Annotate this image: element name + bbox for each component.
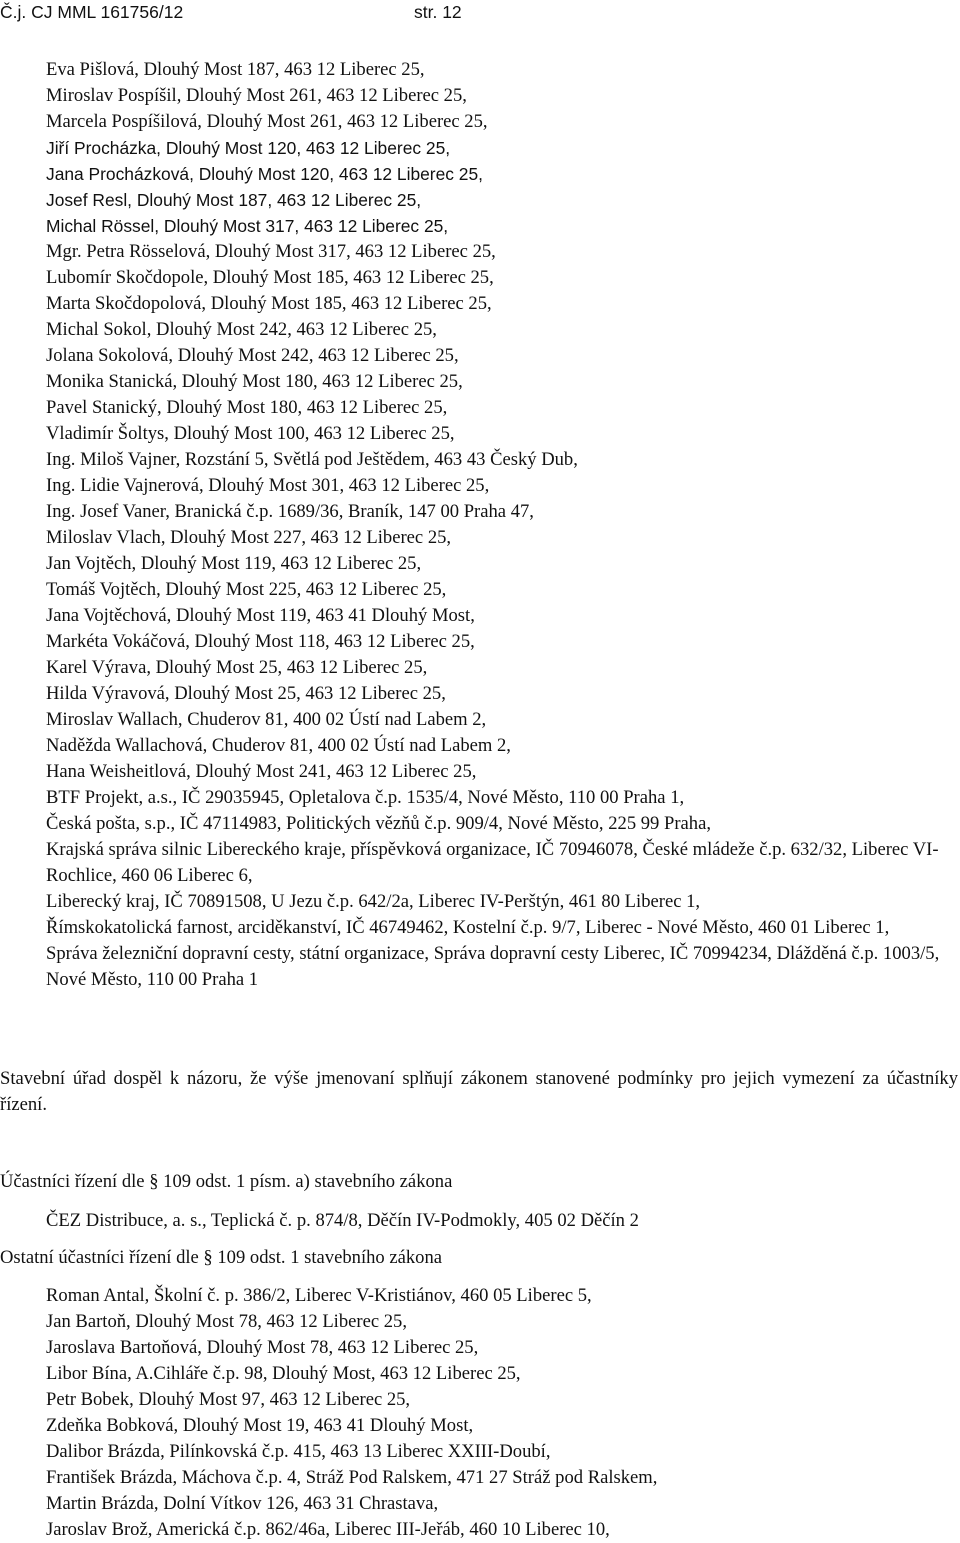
list-item: BTF Projekt, a.s., IČ 29035945, Opletalova č.p. 1535/4, Nové Město, 110 00 Praha 1, <box>46 787 685 808</box>
list-item: Roman Antal, Školní č. p. 386/2, Liberec V-Kristiánov, 460 05 Liberec 5, <box>46 1285 592 1306</box>
list-item: Monika Stanická, Dlouhý Most 180, 463 12 Liberec 25, <box>46 371 463 392</box>
list-item: Lubomír Skočdopole, Dlouhý Most 185, 463 12 Liberec 25, <box>46 267 494 288</box>
list-item: Mgr. Petra Rösselová, Dlouhý Most 317, 463 12 Liberec 25, <box>46 241 496 262</box>
list-item: Martin Brázda, Dolní Vítkov 126, 463 31 Chrastava, <box>46 1493 439 1514</box>
list-item: Pavel Stanický, Dlouhý Most 180, 463 12 Liberec 25, <box>46 397 448 418</box>
list-item: Hilda Výravová, Dlouhý Most 25, 463 12 Liberec 25, <box>46 683 446 704</box>
list-item: Jolana Sokolová, Dlouhý Most 242, 463 12 Liberec 25, <box>46 345 459 366</box>
list-item: Jaroslav Brož, Americká č.p. 862/46a, Liberec III-Jeřáb, 460 10 Liberec 10, <box>46 1519 610 1540</box>
authority-statement: Stavební úřad dospěl k názoru, že výše jmenovaní splňují zákonem stanovené podmínky pro jejich vymezení za účastníky řízení. <box>0 1068 958 1115</box>
list-item: Správa železniční dopravní cesty, státní organizace, Správa dopravní cesty Liberec, IČ 70994234, Dlážděná č.p. 1003/5, Nové Město, 110 00 Praha 1 <box>46 943 940 990</box>
participants-list-other <box>46 1283 958 1543</box>
list-item: Tomáš Vojtěch, Dlouhý Most 225, 463 12 Liberec 25, <box>46 579 447 600</box>
list-item: Dalibor Brázda, Pilínkovská č.p. 415, 463 13 Liberec XXIII-Doubí, <box>46 1441 551 1462</box>
list-item: Česká pošta, s.p., IČ 47114983, Politických vězňů č.p. 909/4, Nové Město, 225 99 Praha, <box>46 813 711 834</box>
list-item: Miroslav Wallach, Chuderov 81, 400 02 Ústí nad Labem 2, <box>46 709 487 730</box>
list-item: Ing. Miloš Vajner, Rozstání 5, Světlá pod Ještědem, 463 43 Český Dub, <box>46 449 578 470</box>
list-item: Josef Resl, Dlouhý Most 187, 463 12 Liberec 25, <box>46 190 422 210</box>
list-item: Ing. Lidie Vajnerová, Dlouhý Most 301, 463 12 Liberec 25, <box>46 475 490 496</box>
list-item: Jana Procházková, Dlouhý Most 120, 463 12 Liberec 25, <box>46 164 483 184</box>
list-item: Karel Výrava, Dlouhý Most 25, 463 12 Liberec 25, <box>46 657 428 678</box>
page-number: str. 12 <box>414 2 462 22</box>
list-item: Hana Weisheitlová, Dlouhý Most 241, 463 12 Liberec 25, <box>46 761 477 782</box>
list-item: Michal Sokol, Dlouhý Most 242, 463 12 Liberec 25, <box>46 319 437 340</box>
list-item: Libor Bína, A.Cihláře č.p. 98, Dlouhý Most, 463 12 Liberec 25, <box>46 1363 521 1384</box>
list-item: František Brázda, Máchova č.p. 4, Stráž Pod Ralskem, 471 27 Stráž pod Ralskem, <box>46 1467 658 1488</box>
list-item: Jan Vojtěch, Dlouhý Most 119, 463 12 Liberec 25, <box>46 553 422 574</box>
list-item: Římskokatolická farnost, arciděkanství, IČ 46749462, Kostelní č.p. 9/7, Liberec - Nové Město, 460 01 Liberec 1, <box>46 917 890 938</box>
participants-list-primary <box>46 57 958 993</box>
section-heading-participants-a: Účastníci řízení dle § 109 odst. 1 písm. a) stavebního zákona <box>0 1171 453 1192</box>
list-item: Miroslav Pospíšil, Dlouhý Most 261, 463 12 Liberec 25, <box>46 85 467 106</box>
list-item: Petr Bobek, Dlouhý Most 97, 463 12 Liberec 25, <box>46 1389 411 1410</box>
page-header <box>0 2 960 24</box>
document-reference-number: Č.j. CJ MML 161756/12 <box>0 2 184 22</box>
list-item: Vladimír Šoltys, Dlouhý Most 100, 463 12 Liberec 25, <box>46 423 455 444</box>
list-item: Eva Pišlová, Dlouhý Most 187, 463 12 Liberec 25, <box>46 59 425 80</box>
list-item: Jana Vojtěchová, Dlouhý Most 119, 463 41 Dlouhý Most, <box>46 605 475 626</box>
section-heading-other-participants: Ostatní účastníci řízení dle § 109 odst. 1 stavebního zákona <box>0 1247 443 1268</box>
list-item: Ing. Josef Vaner, Branická č.p. 1689/36, Braník, 147 00 Praha 47, <box>46 501 534 522</box>
list-item: Markéta Vokáčová, Dlouhý Most 118, 463 12 Liberec 25, <box>46 631 475 652</box>
list-item: Jan Bartoň, Dlouhý Most 78, 463 12 Liberec 25, <box>46 1311 407 1332</box>
list-item: Marcela Pospíšilová, Dlouhý Most 261, 463 12 Liberec 25, <box>46 111 488 132</box>
list-item: Michal Rössel, Dlouhý Most 317, 463 12 Liberec 25, <box>46 216 449 236</box>
list-item: Miloslav Vlach, Dlouhý Most 227, 463 12 Liberec 25, <box>46 527 452 548</box>
list-item: Naděžda Wallachová, Chuderov 81, 400 02 Ústí nad Labem 2, <box>46 735 511 756</box>
list-item: Jaroslava Bartoňová, Dlouhý Most 78, 463 12 Liberec 25, <box>46 1337 479 1358</box>
list-item: Zdeňka Bobková, Dlouhý Most 19, 463 41 Dlouhý Most, <box>46 1415 474 1436</box>
list-item: Marta Skočdopolová, Dlouhý Most 185, 463 12 Liberec 25, <box>46 293 492 314</box>
list-item: Liberecký kraj, IČ 70891508, U Jezu č.p. 642/2a, Liberec IV-Perštýn, 461 80 Liberec 1, <box>46 891 701 912</box>
list-item: Jiří Procházka, Dlouhý Most 120, 463 12 Liberec 25, <box>46 138 451 158</box>
list-item: Krajská správa silnic Libereckého kraje, příspěvková organizace, IČ 70946078, České mládeže č.p. 632/32, Liberec VI-Rochlice, 460 06 Liberec 6, <box>46 839 939 886</box>
list-item: ČEZ Distribuce, a. s., Teplická č. p. 874/8, Děčín IV-Podmokly, 405 02 Děčín 2 <box>46 1210 639 1231</box>
